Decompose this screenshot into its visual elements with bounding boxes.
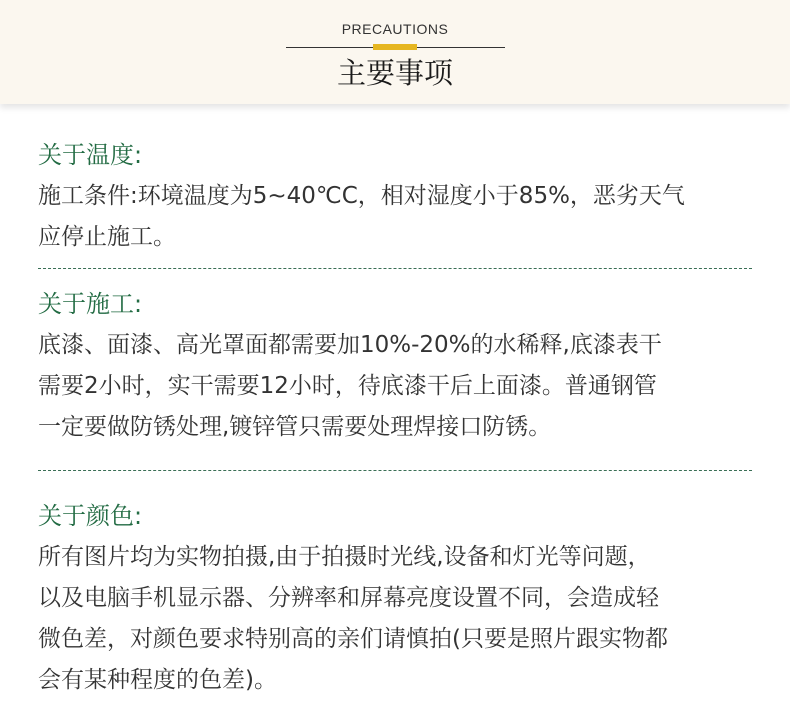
section-title: 关于温度: (38, 141, 143, 169)
body-line: 施工条件:环境温度为5~40℃C，相对湿度小于85%，恶劣天气 (38, 183, 685, 209)
header-accent-bar (373, 44, 417, 50)
body-line: 一定要做防锈处理,镀锌管只需要处理焊接口防锈。 (38, 414, 552, 440)
body-line: 会有某种程度的色差)。 (38, 667, 277, 693)
body-line: 需要2小时，实干需要12小时，待底漆干后上面漆。普通钢管 (38, 373, 657, 399)
body-line: 应停止施工。 (38, 224, 176, 250)
page-title: 主要事项 (336, 56, 453, 90)
section-color (38, 500, 758, 701)
section-temperature (38, 139, 758, 258)
body-line: 以及电脑手机显示器、分辨率和屏幕亮度设置不同，会造成轻 (38, 585, 659, 611)
body-line: 所有图片均为实物拍摄,由于拍摄时光线,设备和灯光等问题， (38, 544, 651, 570)
section-body (38, 325, 758, 448)
section-title: 关于施工: (38, 290, 143, 318)
section-construction (38, 288, 758, 448)
section-title: 关于颜色: (38, 502, 143, 530)
section-divider (38, 470, 752, 471)
body-line: 底漆、面漆、高光罩面都需要加10%-20%的水稀释,底漆表干 (38, 332, 662, 358)
section-divider (38, 268, 752, 269)
section-body (38, 176, 758, 258)
section-body (38, 537, 758, 701)
body-line: 微色差，对颜色要求特别高的亲们请慎拍(只要是照片跟实物都 (38, 626, 668, 652)
header-banner (0, 0, 790, 104)
header-subtitle: PRECAUTIONS (341, 21, 449, 37)
